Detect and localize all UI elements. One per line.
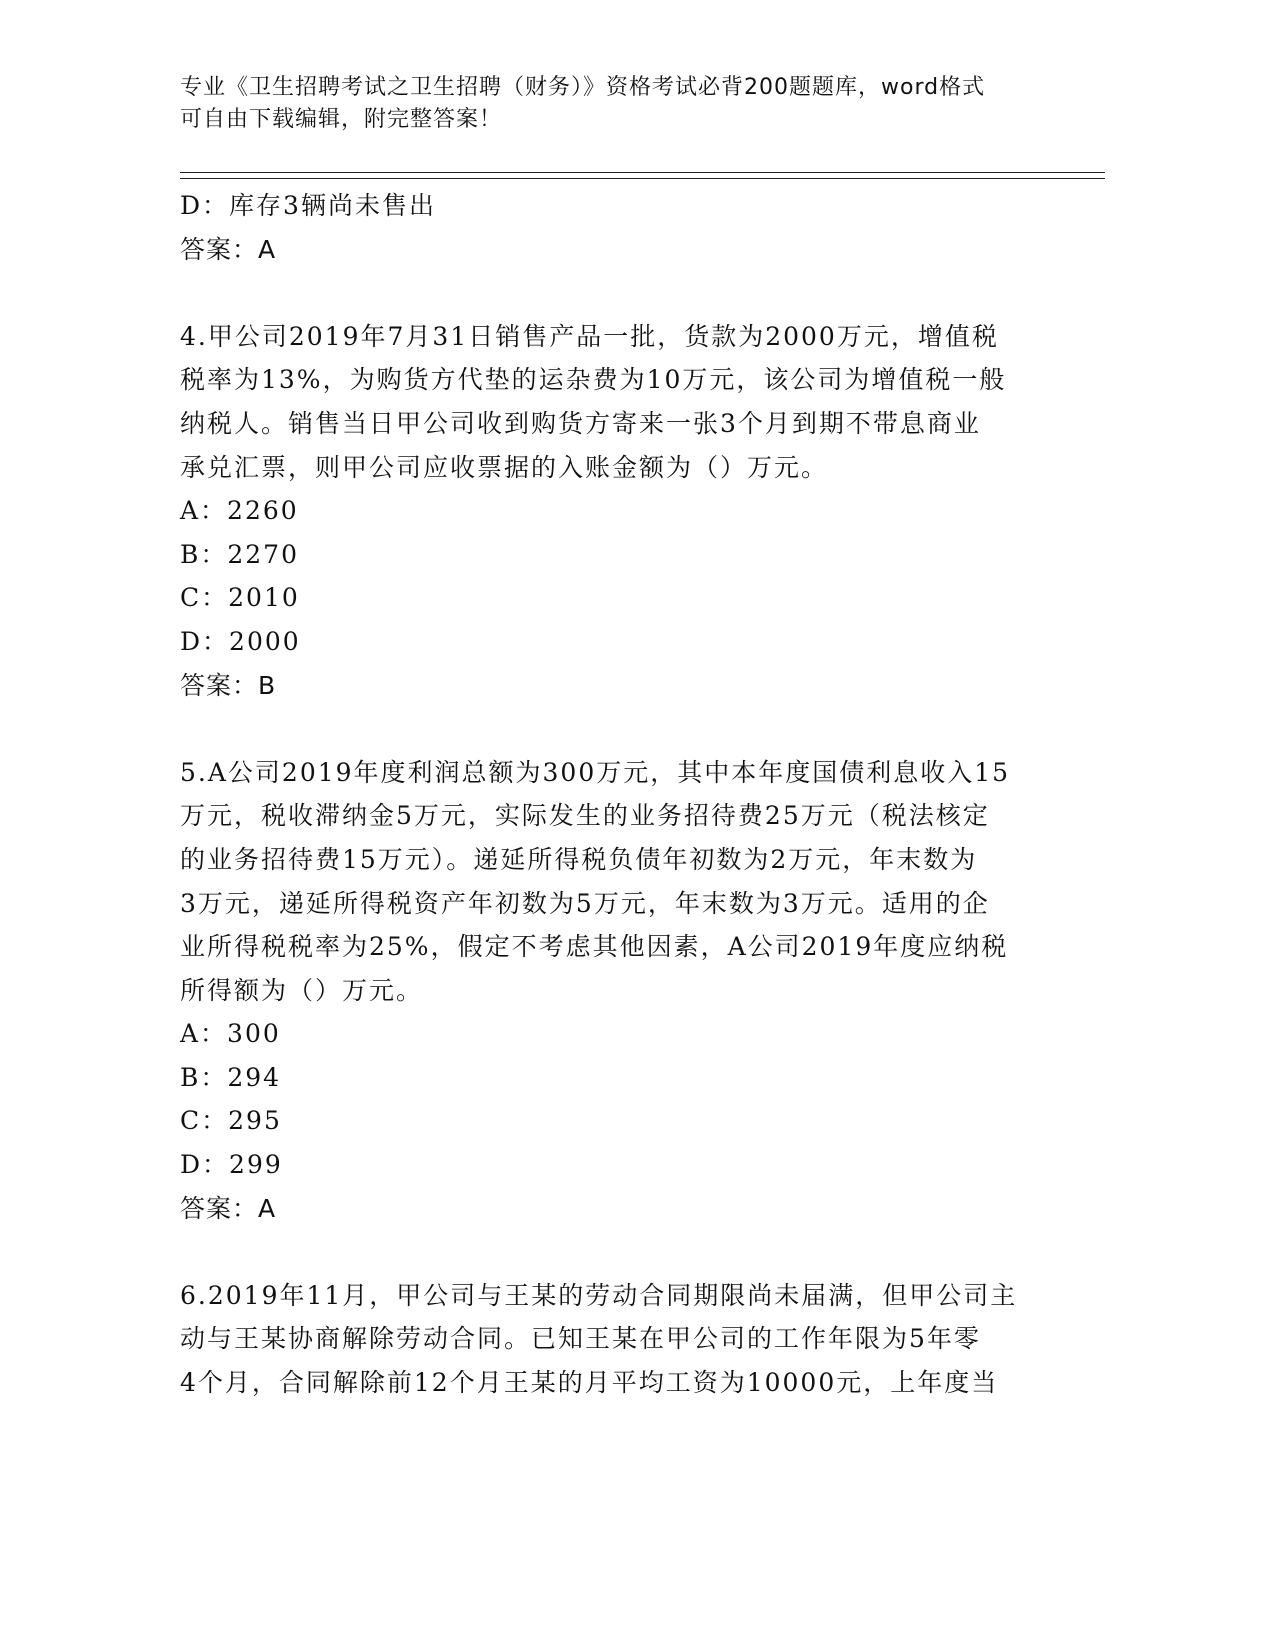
option-a: A：300: [180, 1019, 281, 1049]
question-6: [180, 1274, 1040, 1405]
stem-line: 所得额为（）万元。: [180, 975, 424, 1005]
document-header: [180, 72, 1080, 136]
question-gap: [180, 1230, 1040, 1274]
stem-line: 承兑汇票，则甲公司应收票据的入账金额为（）万元。: [180, 452, 829, 482]
option-c: C：2010: [180, 583, 300, 613]
question-list: [180, 184, 1040, 1405]
question-stem: [180, 315, 1040, 489]
option-b: B：294: [180, 1062, 282, 1092]
question-gap: [180, 271, 1040, 315]
answer-label: 答案：B: [180, 670, 277, 700]
answer-label: 答案：A: [180, 234, 277, 264]
question-3-tail: [180, 184, 1040, 271]
header-line-1: 专业《卫生招聘考试之卫生招聘（财务）》资格考试必背200题题库，word格式: [180, 75, 986, 100]
question-4: [180, 315, 1040, 707]
stem-line: 4.甲公司2019年7月31日销售产品一批，货款为2000万元，增值税: [180, 321, 999, 351]
option-d: D：库存3辆尚未售出: [180, 191, 436, 220]
option-d: D：299: [180, 1150, 283, 1180]
header-divider-top: [180, 172, 1105, 173]
stem-line: 的业务招待费15万元）。递延所得税负债年初数为2万元，年末数为: [180, 844, 978, 874]
question-stem: [180, 751, 1040, 1013]
stem-line: 税率为13%，为购货方代垫的运杂费为10万元，该公司为增值税一般: [180, 365, 1007, 395]
stem-line: 万元，税收滞纳金5万元，实际发生的业务招待费25万元（税法核定: [180, 801, 990, 831]
question-gap: [180, 707, 1040, 751]
header-line-2: 可自由下载编辑，附完整答案！: [180, 107, 503, 132]
stem-line: 业所得税税率为25%，假定不考虑其他因素，A公司2019年度应纳税: [180, 932, 1009, 962]
stem-line: 6.2019年11月，甲公司与王某的劳动合同期限尚未届满，但甲公司主: [180, 1280, 1018, 1310]
option-c: C：295: [180, 1106, 282, 1136]
question-stem: [180, 1274, 1040, 1405]
stem-line: 动与王某协商解除劳动合同。已知王某在甲公司的工作年限为5年零: [180, 1324, 981, 1354]
option-a: A：2260: [180, 496, 299, 526]
stem-line: 3万元，递延所得税资产年初数为5万元，年末数为3万元。适用的企: [180, 888, 990, 918]
option-d: D：2000: [180, 626, 301, 656]
question-5: [180, 751, 1040, 1231]
answer-label: 答案：A: [180, 1193, 277, 1223]
header-divider-bottom: [180, 178, 1105, 179]
option-b: B：2270: [180, 539, 299, 569]
stem-line: 5.A公司2019年度利润总额为300万元，其中本年度国债利息收入15: [180, 757, 1011, 787]
stem-line: 纳税人。销售当日甲公司收到购货方寄来一张3个月到期不带息商业: [180, 408, 981, 438]
stem-line: 4个月，合同解除前12个月王某的月平均工资为10000元，上年度当: [180, 1368, 999, 1398]
